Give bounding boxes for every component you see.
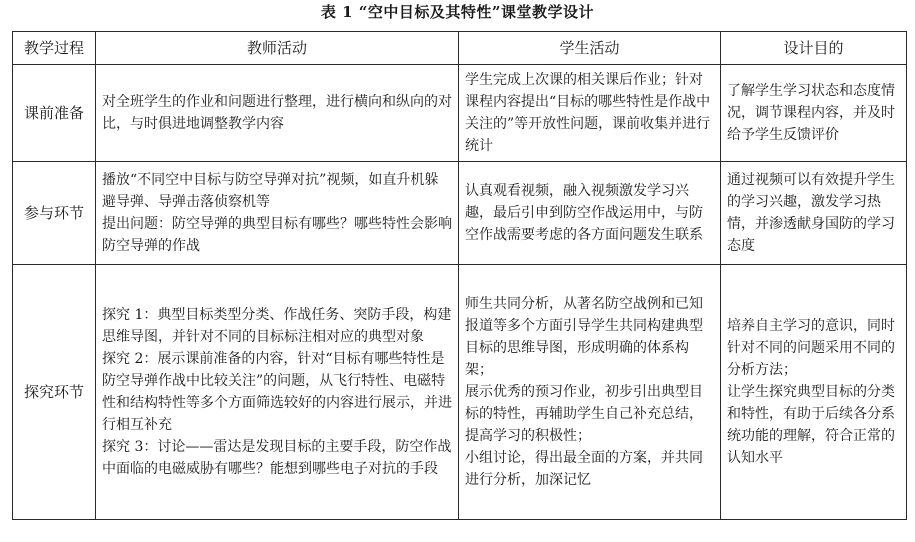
purpose-text: 培养自主学习的意识，同时针对不同的问题采用不同的分析方法； [727, 318, 895, 378]
table-row [13, 162, 907, 265]
purpose-cell [721, 65, 907, 162]
header-student: 学生活动 [459, 32, 721, 65]
lesson-design-table [12, 31, 907, 520]
purpose-cell [721, 162, 907, 265]
student-text: 认真观看视频，融入视频激发学习兴趣，最后引申到防空作战运用中，与防空作战需要考虑的各方面问题发生联系 [465, 183, 703, 243]
teacher-cell [96, 65, 459, 162]
student-text: 小组讨论，得出最全面的方案，并共同进行分析，加深记忆 [465, 450, 703, 488]
header-teacher: 教师活动 [96, 32, 459, 65]
table-caption: 表 1 “空中目标及其特性”课堂教学设计 [320, 3, 595, 21]
student-text: 师生共同分析，从著名防空战例和已知报道等多个方面引导学生共同构建典型目标的思维导图，形成明确的体系构架； [465, 296, 703, 378]
purpose-text: 让学生探究典型目标的分类和特性，有助于后续各分系统功能的理解，符合正常的认知水平 [727, 384, 895, 466]
student-cell [459, 65, 721, 162]
header-stage: 教学过程 [13, 32, 96, 65]
student-text: 学生完成上次课的相关课后作业；针对课程内容提出“目标的哪些特性是作战中关注的”等开放性问题，课前收集并进行统计 [465, 72, 711, 154]
teacher-text: 提出问题：防空导弹的典型目标有哪些？哪些特性会影响防空导弹的作战 [102, 216, 452, 254]
stage-cell: 探究环节 [13, 265, 96, 520]
stage-cell: 参与环节 [13, 162, 96, 265]
header-row [13, 32, 907, 65]
teacher-text: 播放“不同空中目标与防空导弹对抗”视频，如直升机躲避导弹、导弹击落侦察机等 [102, 172, 439, 210]
header-purpose: 设计目的 [721, 32, 907, 65]
teacher-text: 探究 1：典型目标类型分类、作战任务、突防手段，构建思维导图，并针对不同的目标标注相对应的典型对象 [102, 307, 452, 345]
table-row [13, 65, 907, 162]
teacher-text: 探究 3：讨论——雷达是发现目标的主要手段，防空作战中面临的电磁威胁有哪些？能想到哪些电子对抗的手段 [102, 439, 452, 477]
purpose-text: 了解学生学习状态和态度情况，调节课程内容，并及时给予学生反馈评价 [727, 83, 895, 143]
teacher-cell [96, 265, 459, 520]
student-cell [459, 265, 721, 520]
teacher-text: 对全班学生的作业和问题进行整理，进行横向和纵向的对比，与时俱进地调整教学内容 [102, 94, 452, 132]
student-cell [459, 162, 721, 265]
stage-cell: 课前准备 [13, 65, 96, 162]
student-text: 展示优秀的预习作业，初步引出典型目标的特性，再辅助学生自己补充总结，提高学习的积极性； [465, 384, 703, 444]
teacher-text: 探究 2：展示课前准备的内容，针对“目标有哪些特性是防空导弹作战中比较关注”的问题，从飞行特性、电磁特性和结构特性等多个方面筛选较好的内容进行展示，并进行相互补充 [102, 351, 452, 433]
teacher-cell [96, 162, 459, 265]
table-row [13, 265, 907, 520]
purpose-cell [721, 265, 907, 520]
purpose-text: 通过视频可以有效提升学生的学习兴趣，激发学习热情，并渗透献身国防的学习态度 [727, 172, 895, 254]
